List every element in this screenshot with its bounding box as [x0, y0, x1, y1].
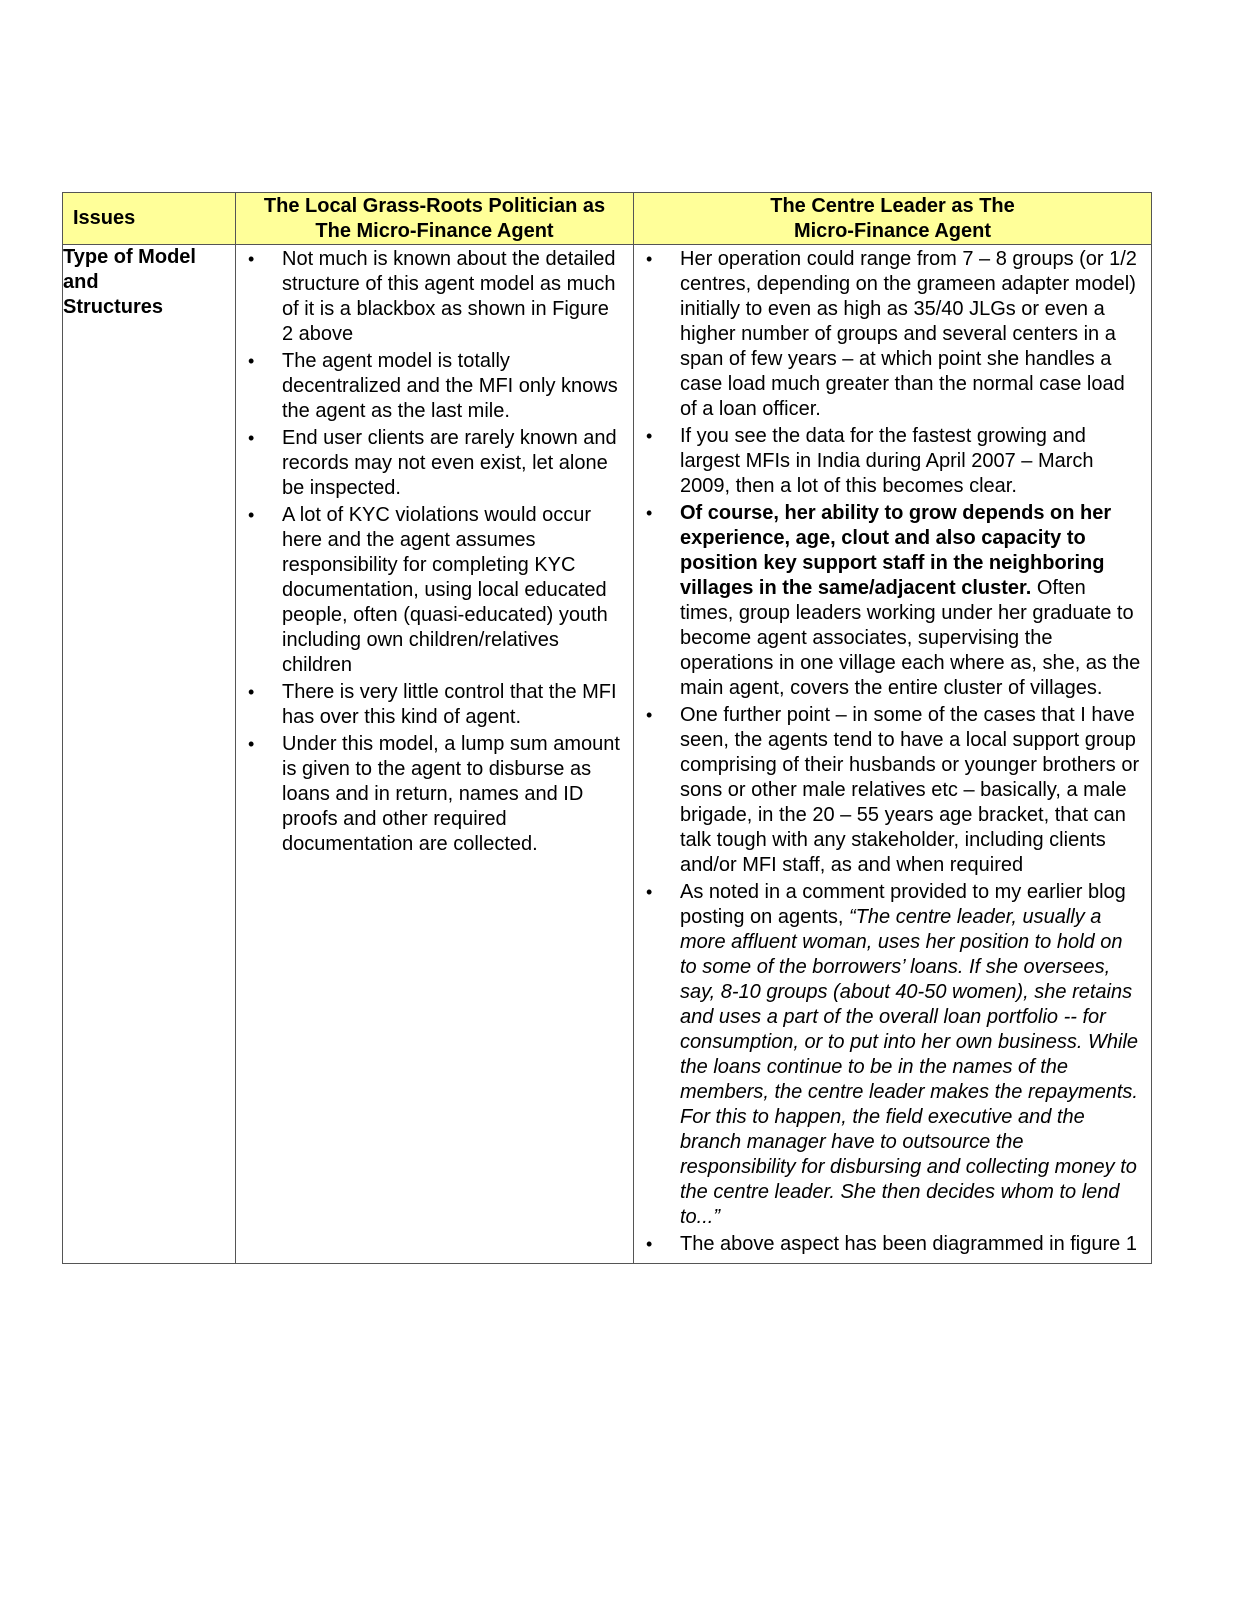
bullet-item: • The agent model is totally decentralized and the MFI only knows the agent as the last mile.	[236, 349, 627, 424]
bullet-item: • A lot of KYC violations would occur here and the agent assumes responsibility for completing KYC documentation, using local educated people, often (quasi-educated) youth including own children/relatives children	[236, 503, 627, 678]
row-label-line: Structures	[63, 296, 164, 318]
bullet-quote-text: “The centre leader, usually a more affluent woman, uses her position to hold on to some of the borrowers’ loans. If she oversees, say, 8-10 groups (about 40-50 women), she retains and uses a part of the overall loan portfolio -- for consumption, or to put into her own business. While the loans continue to be in the names of the members, the centre leader makes the repayments. For this to happen, the field executive and the branch manager have to outsource the responsibility for disbursing and collecting money to the centre leader. She then decides whom to lend to...”	[680, 906, 1139, 1228]
bullet-item: • One further point – in some of the cases that I have seen, the agents tend to have a local support group comprising of their husbands or younger brothers or sons or other male relatives etc – basically, a male brigade, in the 20 – 55 years age bracket, that can talk tough with any stakeholder, including clients and/or MFI staff, as and when required	[634, 703, 1145, 878]
table-row	[63, 245, 1152, 1264]
header-centre-leader-line2: Micro-Finance Agent	[793, 220, 992, 242]
bullet-bold-text: Of course, her ability to grow depends on her experience, age, clout and also capacity to position key support staff in the neighboring villages in the same/adjacent cluster.	[680, 502, 1112, 599]
header-centre-leader-line1: The Centre Leader as The	[770, 195, 1015, 217]
bullet-item: • There is very little control that the MFI has over this kind of agent.	[236, 680, 627, 730]
bullet-item: • End user clients are rarely known and records may not even exist, let alone be inspected.	[236, 426, 627, 501]
header-issues: Issues	[63, 193, 236, 245]
bullet-item: • Under this model, a lump sum amount is given to the agent to disburse as loans and in return, names and ID proofs and other required documentation are collected.	[236, 732, 627, 857]
bullet-item: • If you see the data for the fastest growing and largest MFIs in India during April 2007 – March 2009, then a lot of this becomes clear.	[634, 424, 1145, 499]
bullet-text: Often times, group leaders working under her graduate to become agent associates, supervising the operations in one village each where as, she, as the main agent, covers the entire cluster of villages.	[680, 577, 1141, 699]
header-politician-line2: The Micro-Finance Agent	[315, 220, 554, 242]
bullet-text: As noted in a comment provided to my earlier blog posting on agents,	[680, 881, 1126, 928]
bullet-item	[634, 501, 1145, 701]
comparison-table	[62, 192, 1152, 1264]
politician-cell	[236, 245, 634, 1264]
row-label	[63, 245, 236, 1264]
bullet-item	[634, 880, 1145, 1230]
header-row	[63, 193, 1152, 245]
bullet-item: • The above aspect has been diagrammed in figure 1	[634, 1232, 1145, 1257]
row-label-line: and	[63, 271, 99, 293]
bullet-item: • Not much is known about the detailed structure of this agent model as much of it is a blackbox as shown in Figure 2 above	[236, 247, 627, 347]
header-politician	[236, 193, 634, 245]
politician-bullet-list	[236, 245, 633, 863]
centre-leader-cell	[634, 245, 1152, 1264]
header-politician-line1: The Local Grass-Roots Politician as	[263, 195, 606, 217]
centre-leader-bullet-list	[634, 245, 1151, 1263]
bullet-item: • Her operation could range from 7 – 8 groups (or 1/2 centres, depending on the grameen adapter model) initially to even as high as 35/40 JLGs or even a higher number of groups and several centers in a span of few years – at which point she handles a case load much greater than the normal case load of a loan officer.	[634, 247, 1145, 422]
header-centre-leader	[634, 193, 1152, 245]
row-label-line: Type of Model	[63, 246, 196, 268]
